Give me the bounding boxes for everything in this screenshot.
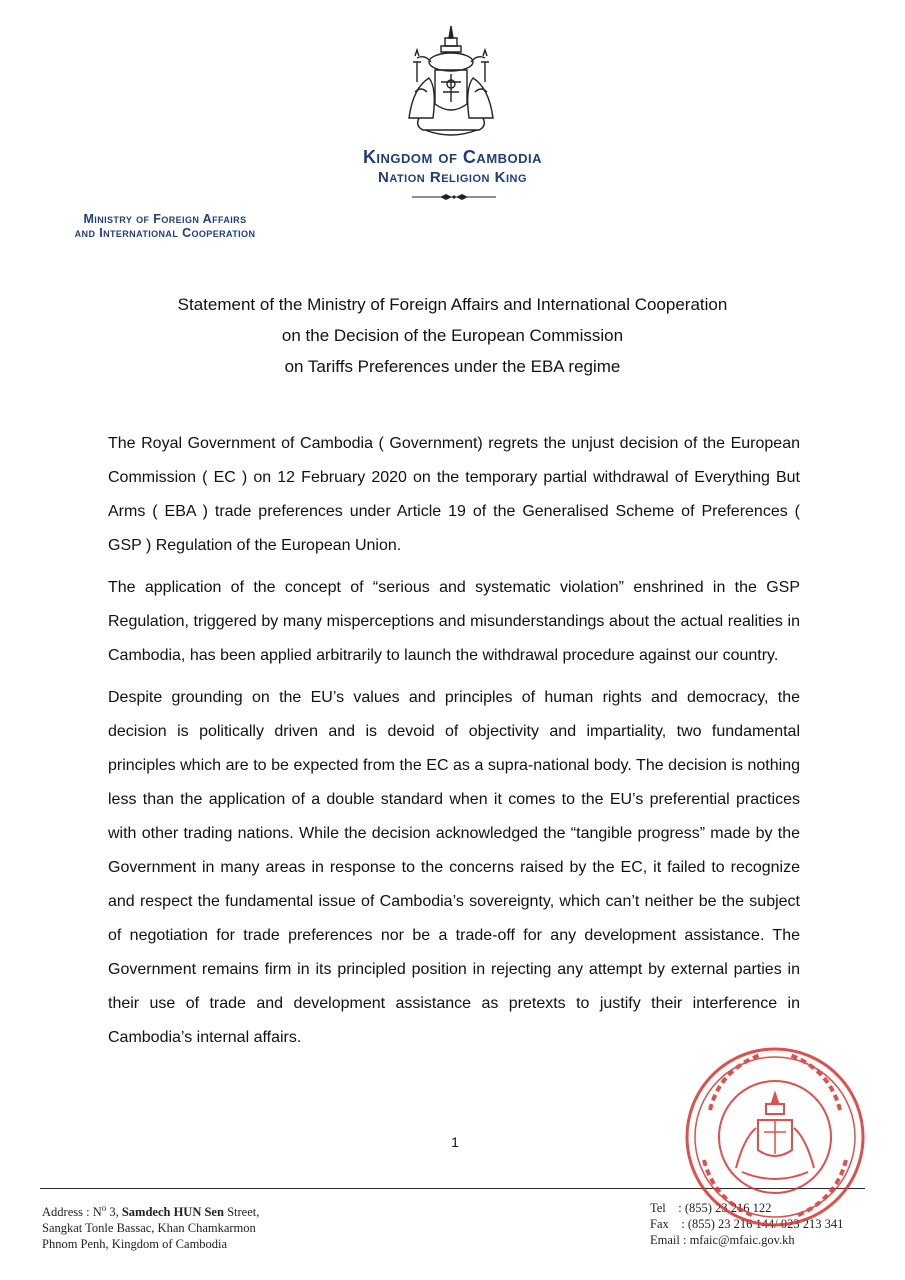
paragraph-2: The application of the concept of “serious and systematic violation” enshrined in the GSP Regulation, triggered by many misperceptions and misunderstandings about the actual realities in Cambodia, has been applied arbitrarily to launch the withdrawal procedure against our country. [108,579,800,664]
statement-title [90,289,815,382]
paragraph-3: Despite grounding on the EU’s values and principles of human rights and democracy, the decision is politically driven and is devoid of objectivity and impartiality, two fundamental principles which are to be expected from the EC as a supra-national body. The decision is nothing less than the application of a double standard when it comes to the EU’s preferential practices with other trading nations. While the decision acknowledged the “tangible progress” made by the Government in many areas in response to the concerns raised by the EC, it failed to recognize and respect the fundamental issue of Cambodia’s sovereignty, which can’t neither be the subject of negotiation for trade preferences nor be a trade-off for any development assistance. The Government remains firm in its principled position in rejecting any attempt by external parties in their use of trade and development assistance as pretexts to justify their interference in Cambodia’s internal affairs. [108,689,800,1046]
address-prefix: Address : N [42,1205,102,1220]
royal-coat-of-arms [395,22,507,144]
address-street-name: Samdech HUN Sen [121,1205,224,1220]
official-seal-stamp [680,1040,870,1235]
footer-address [42,1200,259,1252]
national-motto: Nation Religion King [377,169,528,186]
statement-body [108,427,800,1063]
address-line-2: Sangkat Tonle Bassac, Khan Chamkarmon [42,1221,256,1236]
ornamental-divider [410,192,498,202]
address-line-1 [42,1200,259,1220]
kingdom-heading [300,146,605,188]
title-line-2: on the Decision of the European Commission [281,326,624,345]
fax-line: Fax : (855) 23 216 144/ 023 213 341 [650,1217,844,1231]
page-number: 1 [451,1134,459,1150]
address-number-sup: o [101,1203,107,1213]
address-number: 3, [106,1205,122,1220]
kingdom-title: Kingdom of Cambodia [362,147,543,167]
address-street-suffix: Street, [223,1205,260,1220]
email-line: Email : mfaic@mfaic.gov.kh [650,1233,795,1247]
title-line-1: Statement of the Ministry of Foreign Affairs and International Cooperation [177,295,728,314]
paragraph-1: The Royal Government of Cambodia ( Government) regrets the unjust decision of the European Commission ( EC ) on 12 February 2020 on the temporary partial withdrawal of Everything But Arms ( EBA ) trade preferences under Article 19 of the Generalised Scheme of Preferences ( GSP ) Regulation of the European Union. [108,435,800,554]
title-line-3: on Tariffs Preferences under the EBA regime [284,357,621,376]
tel-line: Tel : (855) 23 216 122 [650,1201,772,1215]
ministry-line-2: and International Cooperation [74,226,256,240]
ministry-line-1: Ministry of Foreign Affairs [83,212,247,226]
address-line-3: Phnom Penh, Kingdom of Cambodia [42,1237,228,1252]
ministry-heading [30,212,300,240]
